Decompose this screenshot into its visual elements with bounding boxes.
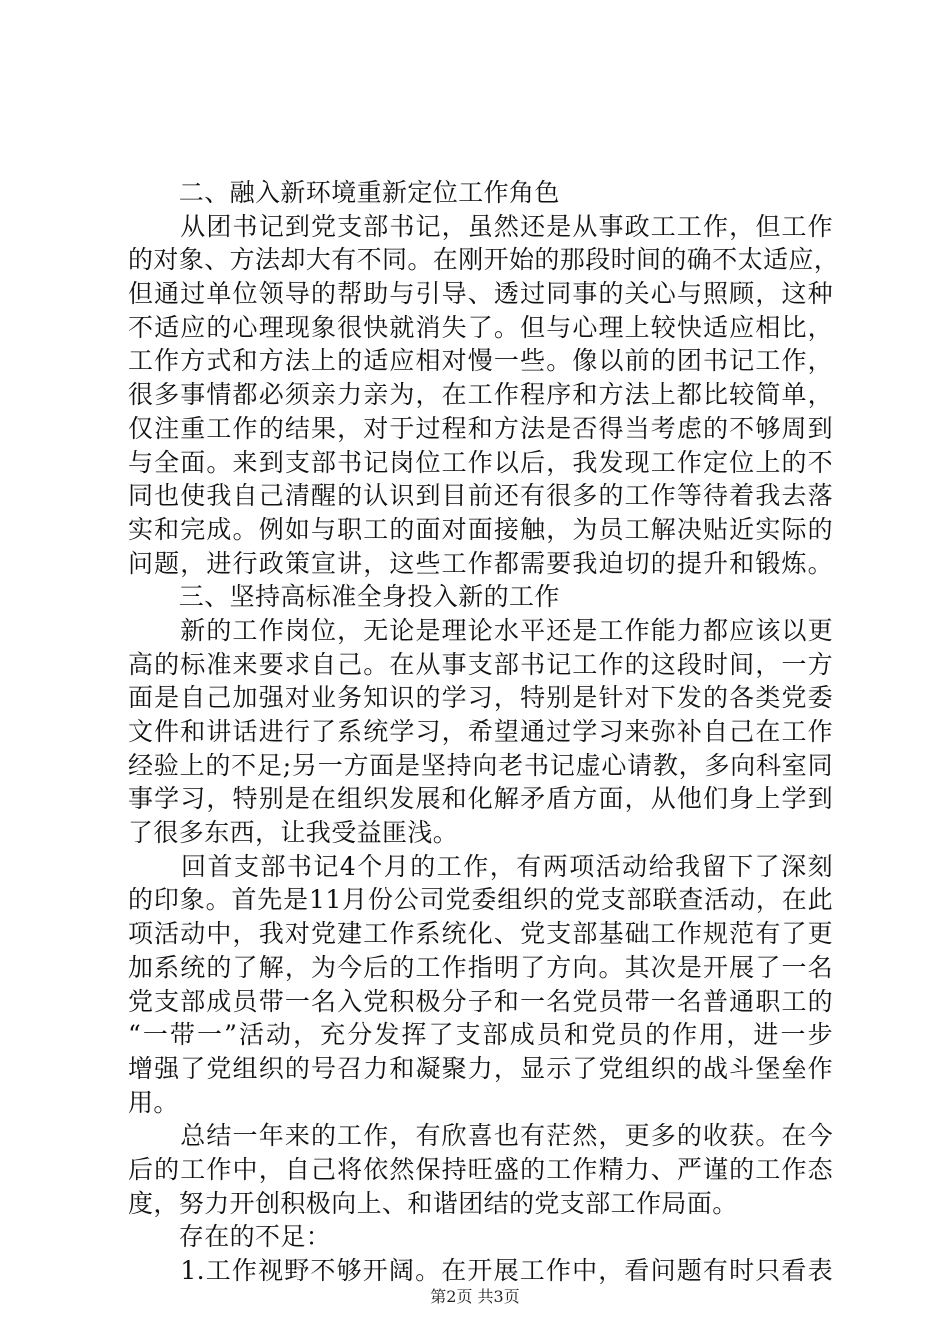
text-line: 但通过单位领导的帮助与引导、透过同事的关心与照顾，这种 [128, 279, 833, 309]
text-line: 事学习，特别是在组织发展和化解矛盾方面，从他们身上学到 [128, 784, 833, 814]
text-line: “一带一”活动，充分发挥了支部成员和党员的作用，进一步 [128, 1020, 833, 1050]
text-line: 新的工作岗位，无论是理论水平还是工作能力都应该以更 [128, 615, 833, 645]
text-line: 三、坚持高标准全身投入新的工作 [128, 582, 560, 612]
document-body [128, 176, 840, 1288]
text-line: 存在的不足： [128, 1222, 332, 1252]
text-line: 与全面。来到支部书记岗位工作以后，我发现工作定位上的不 [128, 447, 833, 477]
text-line: 加系统的了解，为今后的工作指明了方向。其次是开展了一名 [128, 952, 833, 982]
text-line: 1.工作视野不够开阔。在开展工作中，看问题有时只看表 [128, 1256, 833, 1285]
text-line: 了很多东西，让我受益匪浅。 [128, 818, 459, 848]
text-line: 问题，进行政策宣讲，这些工作都需要我迫切的提升和锻炼。 [128, 548, 833, 578]
text-line: 实和完成。例如与职工的面对面接触，为员工解决贴近实际的 [128, 514, 833, 544]
text-line: 同也使我自己清醒的认识到目前还有很多的工作等待着我去落 [128, 481, 833, 511]
text-line: 党支部成员带一名入党积极分子和一名党员带一名普通职工的 [128, 986, 833, 1016]
text-line: 高的标准来要求自己。在从事支部书记工作的这段时间，一方 [128, 649, 833, 679]
text-line: 文件和讲话进行了系统学习，希望通过学习来弥补自己在工作 [128, 717, 833, 746]
text-line: 项活动中，我对党建工作系统化、党支部基础工作规范有了更 [128, 919, 833, 949]
text-line: 度，努力开创积极向上、和谐团结的党支部工作局面。 [128, 1188, 738, 1218]
text-line: 用。 [128, 1087, 179, 1117]
text-line: 从团书记到党支部书记，虽然还是从事政工工作，但工作 [128, 211, 833, 241]
text-line: 增强了党组织的号召力和凝聚力，显示了党组织的战斗堡垒作 [128, 1053, 833, 1083]
text-line: 二、融入新环境重新定位工作角色 [128, 178, 560, 207]
text-line: 很多事情都必须亲力亲为，在工作程序和方法上都比较简单， [128, 380, 833, 410]
text-line: 回首支部书记4个月的工作，有两项活动给我留下了深刻 [128, 851, 833, 881]
text-line: 面是自己加强对业务知识的学习，特别是针对下发的各类党委 [128, 683, 833, 713]
text-line: 总结一年来的工作，有欣喜也有茫然，更多的收获。在今 [128, 1121, 833, 1151]
text-line: 的印象。首先是11月份公司党委组织的党支部联查活动，在此 [128, 885, 833, 915]
text-line: 后的工作中，自己将依然保持旺盛的工作精力、严谨的工作态 [128, 1154, 833, 1184]
text-line: 工作方式和方法上的适应相对慢一些。像以前的团书记工作， [128, 346, 833, 376]
page-footer: 第2页 共3页 [430, 1287, 520, 1306]
text-line: 仅注重工作的结果，对于过程和方法是否得当考虑的不够周到 [128, 413, 833, 443]
text-line: 的对象、方法却大有不同。在刚开始的那段时间的确不太适应， [128, 245, 840, 275]
text-line: 不适应的心理现象很快就消失了。但与心理上较快适应相比， [128, 312, 833, 342]
text-line: 经验上的不足;另一方面是坚持向老书记虚心请教，多向科室同 [128, 750, 833, 780]
